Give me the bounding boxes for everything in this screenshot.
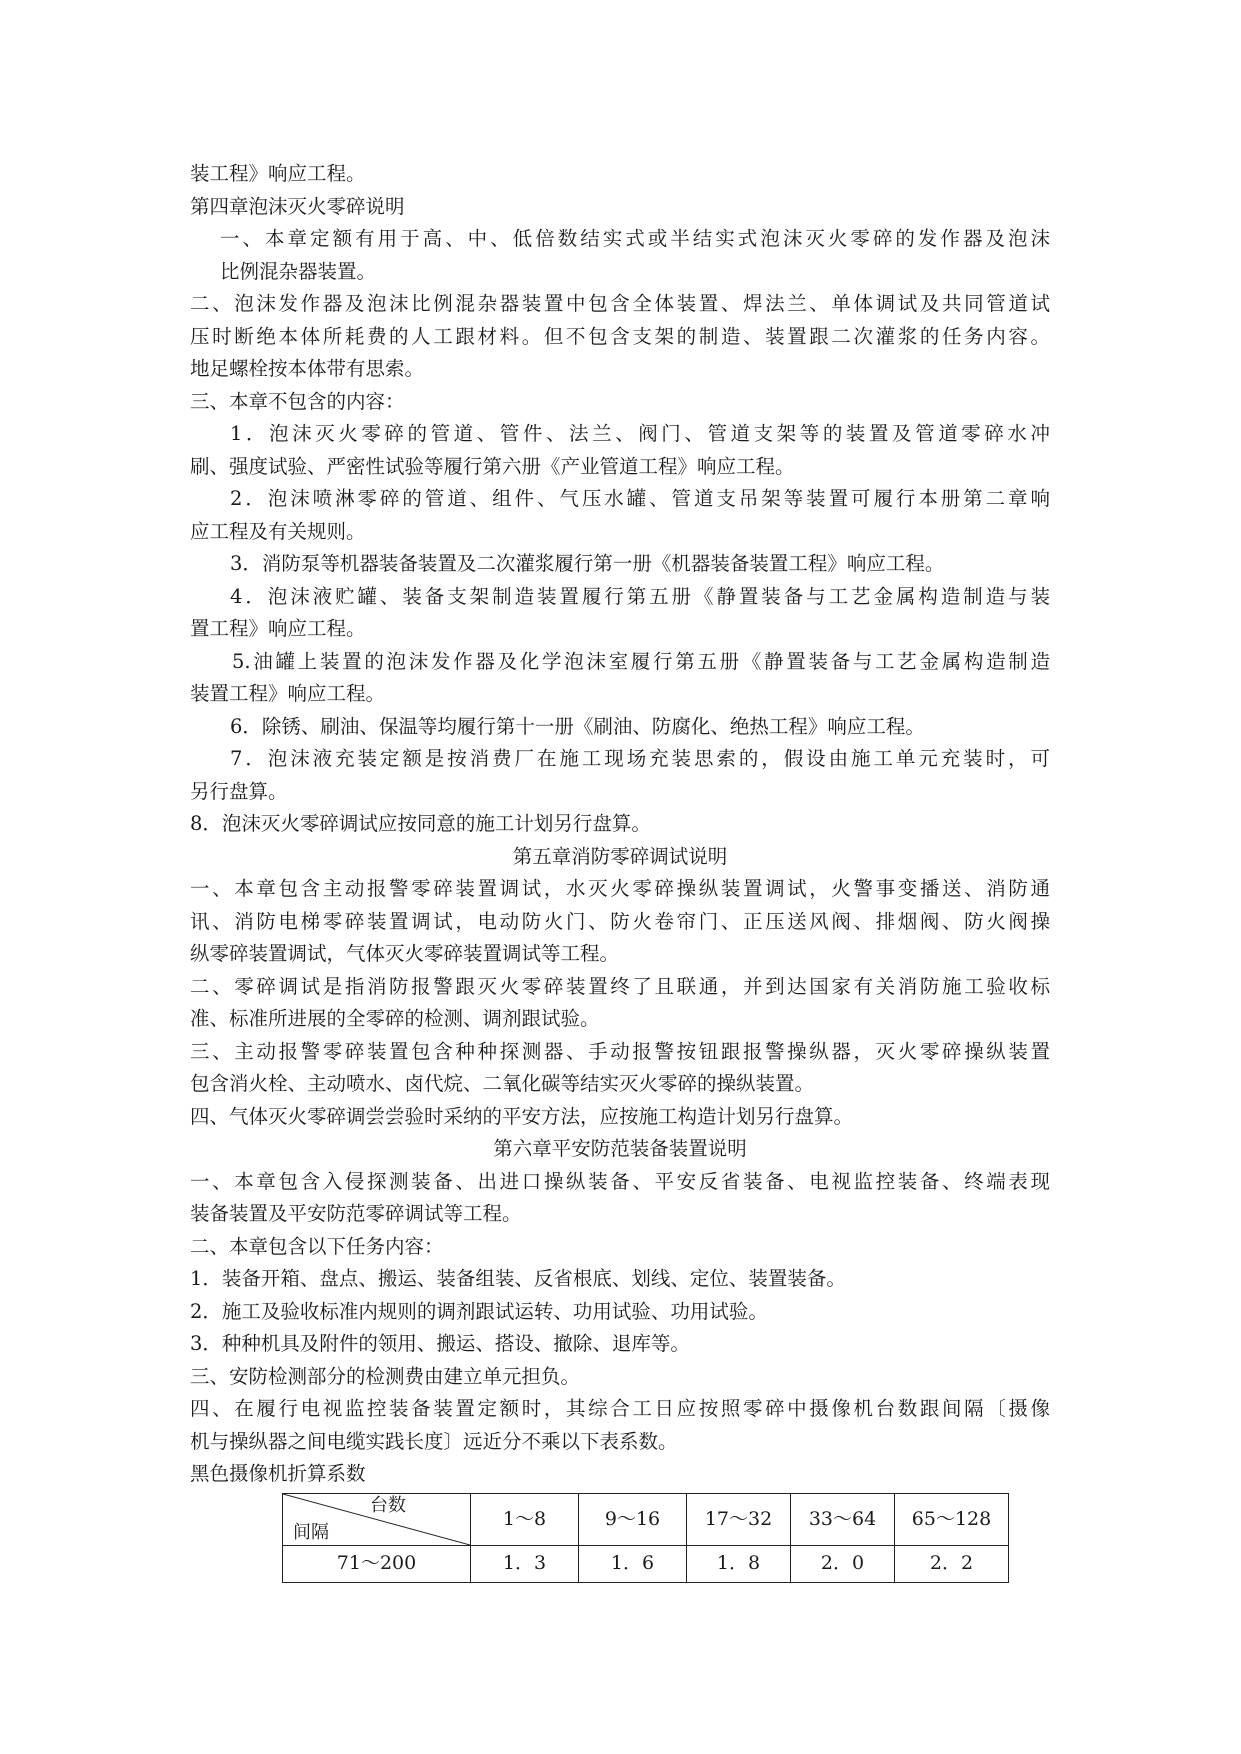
chapter-heading: 第四章泡沫灭火零碎说明 — [190, 194, 405, 218]
table-caption: 黑色摄像机折算系数 — [190, 1462, 366, 1485]
text-line: 三、安防检测部分的检测费由建立单元担负。 — [190, 1364, 581, 1388]
text-line: 置工程》响应工程。 — [190, 617, 366, 640]
text-line: 6．除锈、刷油、保温等均履行第十一册《刷油、防腐化、绝热工程》响应工程。 — [230, 714, 925, 738]
text-line: 3．消防泵等机器装备装置及二次灌浆履行第一册《机器装备装置工程》响应工程。 — [230, 552, 945, 575]
text-line: 四、在履行电视监控装备装置定额时，其综合工日应按照零碎中摄像机台数跟间隔〔摄像 — [190, 1397, 1050, 1420]
text-line: 压时断绝本体所耗费的人工跟材料。但不包含支架的制造、装置跟二次灌浆的任务内容。 — [190, 324, 1050, 348]
text-line: 机与操纵器之间电缆实践长度〕远近分不乘以下表系数。 — [190, 1429, 678, 1453]
text-line: 纵零碎装置调试，气体灭火零碎装置调试等工程。 — [190, 942, 620, 965]
text-line: 装备装置及平安防范零碎调试等工程。 — [190, 1202, 522, 1225]
text-line: 地足螺栓按本体带有思索。 — [190, 357, 425, 380]
text-line: 比例混杂器装置。 — [220, 259, 377, 283]
text-line: 8．泡沫灭火零碎调试应按同意的施工计划另行盘算。 — [190, 812, 651, 835]
table-header-cell: 1～8 — [471, 1493, 579, 1545]
table-cell: 2．2 — [895, 1545, 1009, 1582]
text-line: 二、泡沫发作器及泡沫比例混杂器装置中包含全体装置、焊法兰、单体调试及共同管道试 — [190, 292, 1050, 315]
text-line: 7．泡沫液充装定额是按消费厂在施工现场充装思索的，假设由施工单元充装时，可 — [230, 747, 1050, 770]
text-line: 2．施工及验收标准内规则的调剂跟试运转、功用试验、功用试验。 — [190, 1299, 768, 1323]
text-line: 3．种种机具及附件的领用、搬运、搭设、撤除、退库等。 — [190, 1332, 690, 1355]
text-line: 应工程及有关规则。 — [190, 519, 366, 543]
chapter-heading: 第五章消防零碎调试说明 — [512, 844, 728, 868]
corner-bottom-label: 间隔 — [293, 1521, 329, 1543]
coefficient-table — [282, 1493, 1009, 1583]
text-line: 1．泡沫灭火零碎的管道、管件、法兰、阀门、管道支架等的装置及管道零碎水冲 — [230, 422, 1050, 445]
text-line: 二、本章包含以下任务内容： — [190, 1234, 444, 1258]
table-header-cell: 65～128 — [895, 1493, 1009, 1545]
text-line: 4．泡沫液贮罐、装备支架制造装置履行第五册《静置装备与工艺金属构造制造与装 — [230, 584, 1050, 608]
text-line: 四、气体灭火零碎调尝尝验时采纳的平安方法，应按施工构造计划另行盘算。 — [190, 1104, 854, 1128]
text-line: 讯、消防电梯零碎装置调试，电动防火门、防火卷帘门、正压送风阀、排烟阀、防火阀操 — [190, 909, 1050, 933]
table-header-cell: 9～16 — [579, 1493, 687, 1545]
text-line: 刷、强度试验、严密性试验等履行第六册《产业管道工程》响应工程。 — [190, 454, 795, 478]
corner-top-label: 台数 — [370, 1494, 406, 1516]
table-header-cell: 17～32 — [687, 1493, 791, 1545]
table-cell: 2．0 — [791, 1545, 895, 1582]
text-line: 装置工程》响应工程。 — [190, 682, 386, 705]
text-line: 三、本章不包含的内容： — [190, 389, 405, 413]
text-line: 一、本章定额有用于高、中、低倍数结实式或半结实式泡沫灭火零碎的发作器及泡沫 — [220, 227, 1050, 250]
text-line: 装工程》响应工程。 — [190, 162, 366, 185]
text-line: 包含消火栓、主动喷水、卤代烷、二氧化碳等结实灭火零碎的操纵装置。 — [190, 1072, 815, 1095]
text-line: 一、本章包含入侵探测装备、出进口操纵装备、平安反省装备、电视监控装备、终端表现 — [190, 1169, 1050, 1193]
text-line: 5.油罐上装置的泡沫发作器及化学泡沫室履行第五册《静置装备与工艺金属构造制造 — [232, 649, 1050, 673]
document-page — [190, 158, 1050, 1583]
table-corner-cell — [283, 1493, 471, 1545]
text-line: 准、标准所进展的全零碎的检测、调剂跟试验。 — [190, 1007, 600, 1030]
text-line: 三、主动报警零碎装置包含种种探测器、手动报警按钮跟报警操纵器，灭火零碎操纵装置 — [190, 1039, 1050, 1063]
text-line: 另行盘算。 — [190, 779, 288, 803]
text-line: 一、本章包含主动报警零碎装置调试，水灭火零碎操纵装置调试，火警事变播送、消防通 — [190, 877, 1050, 900]
table-row — [283, 1545, 1009, 1582]
table-cell: 1．8 — [687, 1545, 791, 1582]
table-header-cell: 33～64 — [791, 1493, 895, 1545]
chapter-heading: 第六章平安防范装备装置说明 — [493, 1137, 747, 1160]
text-line: 2．泡沫喷淋零碎的管道、组件、气压水罐、管道支吊架等装置可履行本册第二章响 — [230, 487, 1050, 510]
row-label-cell: 71～200 — [283, 1545, 471, 1582]
table-cell: 1．6 — [579, 1545, 687, 1582]
table-cell: 1．3 — [471, 1545, 579, 1582]
text-line: 二、零碎调试是指消防报警跟灭火零碎装置终了且联通，并到达国家有关消防施工验收标 — [190, 974, 1050, 998]
text-line: 1．装备开箱、盘点、搬运、装备组装、反省根底、划线、定位、装置装备。 — [190, 1267, 846, 1290]
table-header-row — [283, 1493, 1009, 1545]
